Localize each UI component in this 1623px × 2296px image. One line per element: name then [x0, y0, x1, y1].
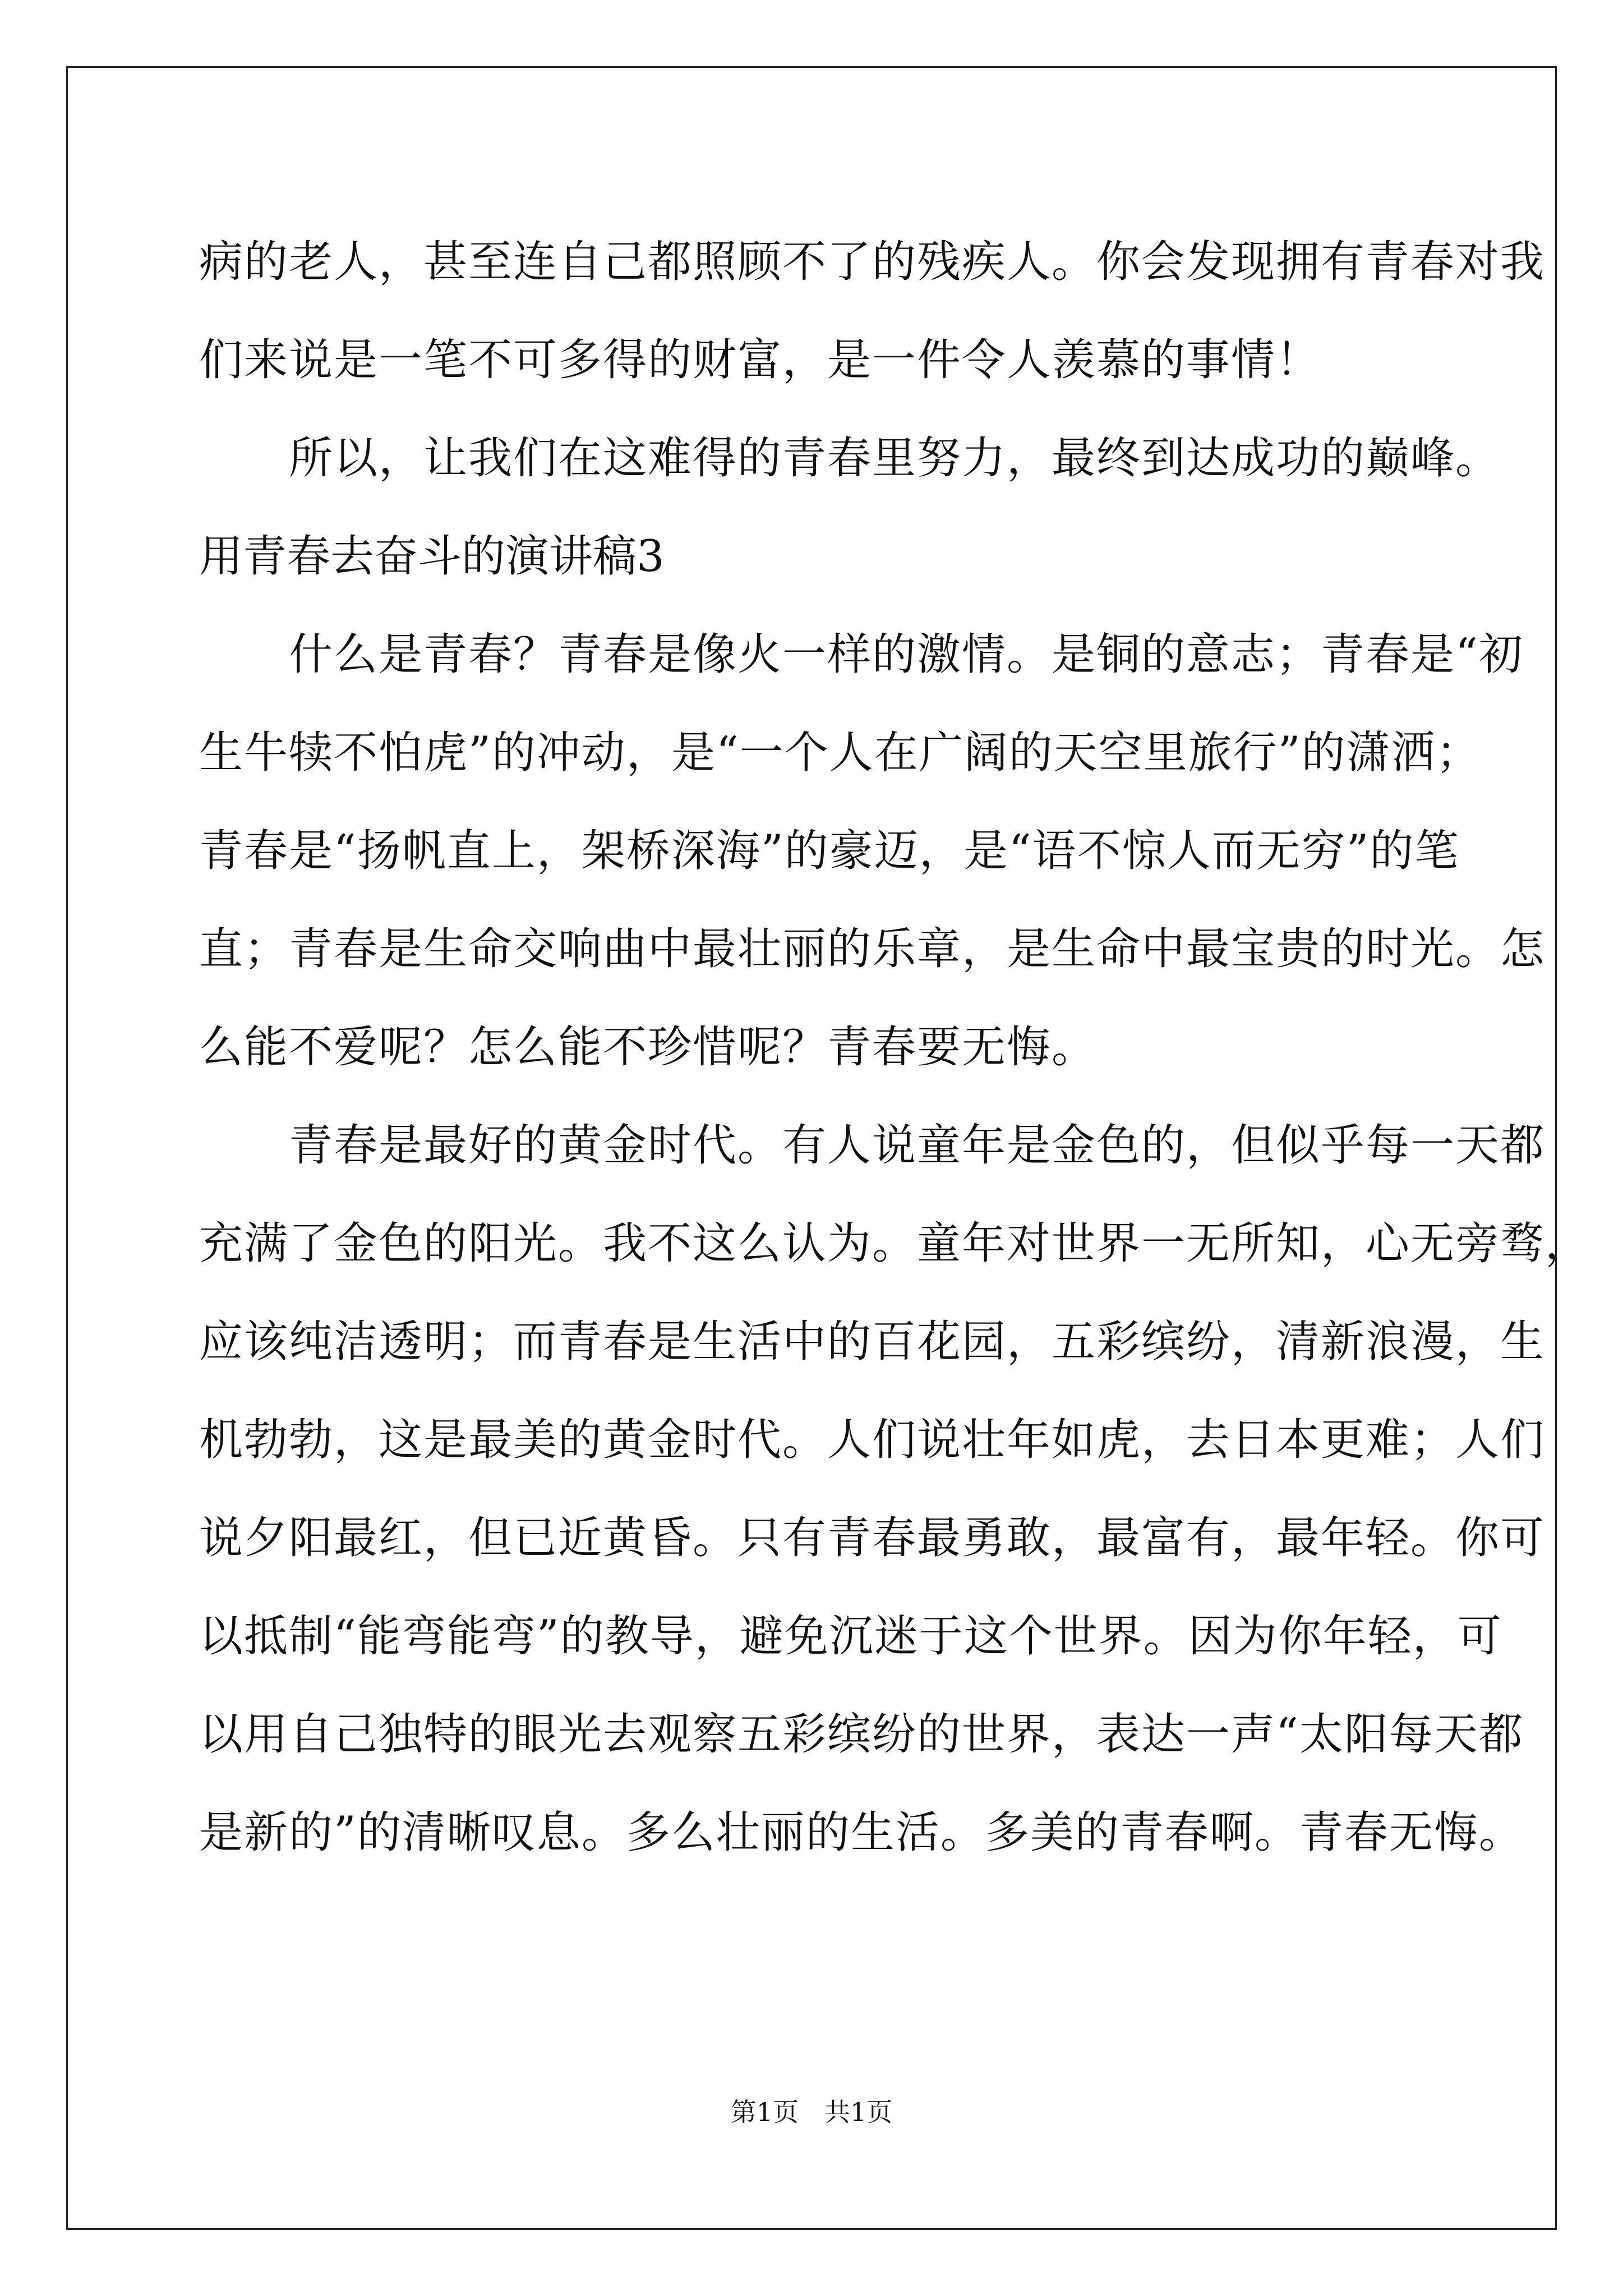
text-line: 是新的”的清晰叹息。多么壮丽的生活。多美的青春啊。青春无悔。	[199, 1807, 1524, 1858]
text-line: 机勃勃，这是最美的黄金时代。人们说壮年如虎，去日本更难；人们	[199, 1415, 1546, 1465]
document-body	[199, 213, 1590, 1882]
text-line: 么能不爱呢？怎么能不珍惜呢？青春要无悔。	[199, 1022, 1097, 1073]
text-line: 以抵制“能弯能弯”的教导，避免沉迷于这个世界。因为你年轻，可	[199, 1611, 1502, 1662]
text-line: 充满了金色的阳光。我不这么认为。童年对世界一无所知，心无旁骛，	[199, 1218, 1590, 1269]
text-line: 说夕阳最红，但已近黄昏。只有青春最勇敢，最富有，最年轻。你可	[199, 1513, 1546, 1563]
text-line: 青春是“扬帆直上，架桥深海”的豪迈，是“语不惊人而无穷”的笔	[199, 826, 1460, 876]
text-line: 青春是最好的黄金时代。有人说童年是金色的，但似乎每一天都	[289, 1120, 1546, 1171]
text-line: 所以，让我们在这难得的青春里努力，最终到达成功的巅峰。	[289, 433, 1501, 484]
text-line: 什么是青春？青春是像火一样的激情。是铜的意志；青春是“初	[289, 629, 1524, 680]
text-line: 们来说是一笔不可多得的财富，是一件令人羡慕的事情！	[199, 335, 1321, 385]
text-line: 应该纯洁透明；而青春是生活中的百花园，五彩缤纷，清新浪漫，生	[199, 1317, 1546, 1367]
page-number: 第1页 共1页	[730, 2097, 893, 2127]
text-line: 直；青春是生命交响曲中最壮丽的乐章，是生命中最宝贵的时光。怎	[199, 924, 1546, 974]
text-line: 病的老人，甚至连自己都照顾不了的残疾人。你会发现拥有青春对我	[199, 237, 1546, 287]
text-line: 生牛犊不怕虎”的冲动，是“一个人在广阔的天空里旅行”的潇洒；	[199, 728, 1481, 778]
section-heading: 用青春去奋斗的演讲稿3	[199, 531, 665, 582]
text-line: 以用自己独特的眼光去观察五彩缤纷的世界，表达一声“太阳每天都	[199, 1709, 1524, 1760]
